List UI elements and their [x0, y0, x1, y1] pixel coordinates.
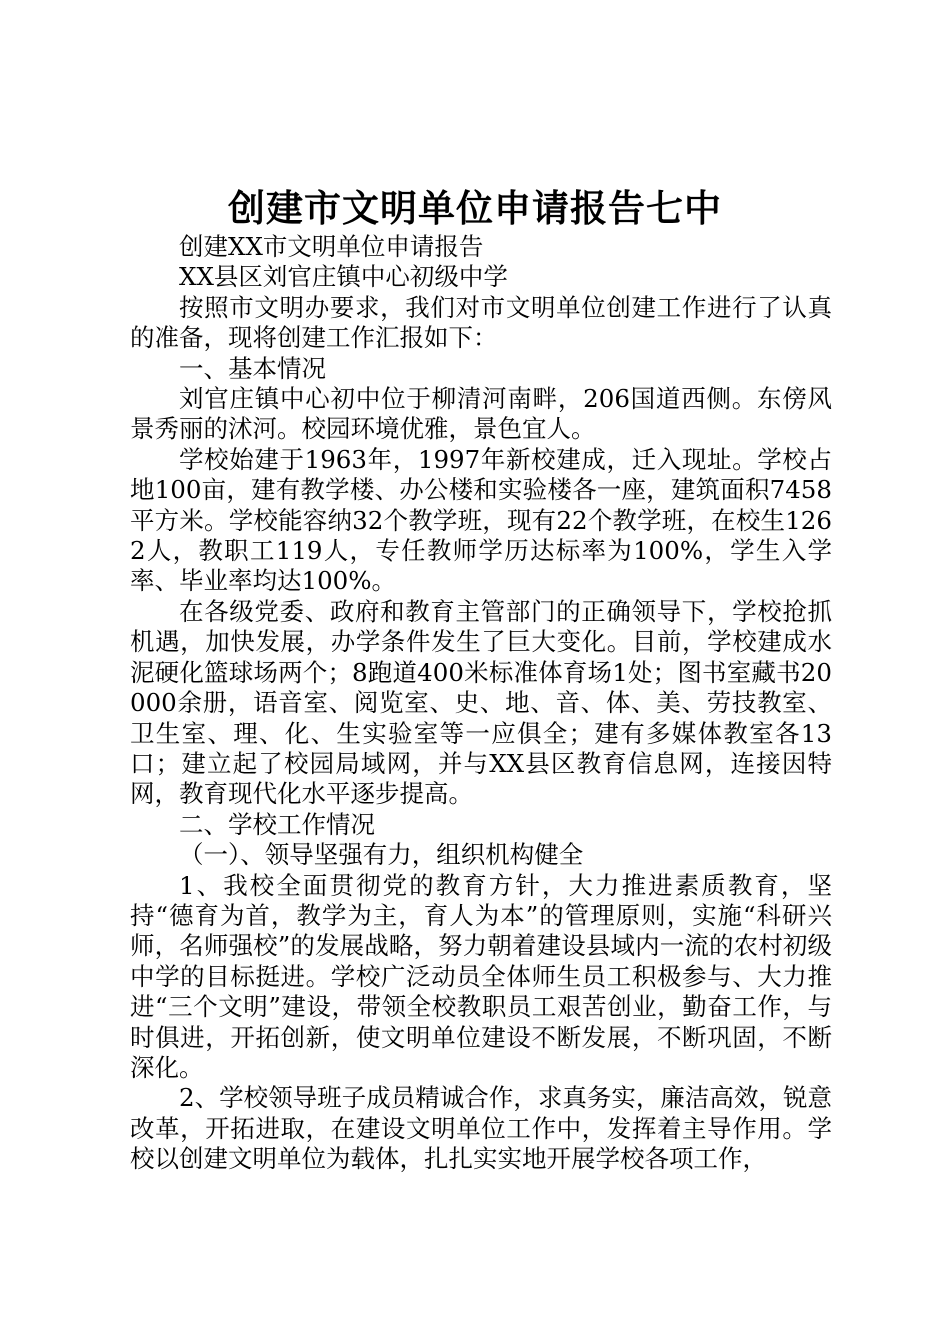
body-paragraph: 在各级党委、政府和教育主管部门的正确领导下，学校抢抓机遇，加快发展，办学条件发生了巨大变化。目前，学校建成水泥硬化篮球场两个；8跑道400米标准体育场1处；图书室藏书20000余册，语音室、阅览室、史、地、音、体、美、劳技教室、卫生室、理、化、生实验室等一应俱全；建有多媒体教室各13口；建立起了校园局域网，并与XX县区教育信息网，连接因特网，教育现代化水平逐步提高。	[130, 596, 832, 809]
section-heading-basic-info: 一、基本情况	[179, 353, 326, 383]
document-title: 创建市文明单位申请报告七中	[228, 186, 722, 230]
body-paragraph: 2、学校领导班子成员精诚合作，求真务实，廉洁高效，锐意改革，开拓进取，在建设文明单位工作中，发挥着主导作用。学校以创建文明单位为载体，扎扎实实地开展学校各项工作，	[130, 1083, 832, 1174]
subsection-heading-leadership: （一）、领导坚强有力，组织机构健全	[179, 840, 584, 870]
intro-paragraph: 按照市文明办要求，我们对市文明单位创建工作进行了认真的准备，现将创建工作汇报如下：	[130, 292, 832, 353]
subtitle-report-name: 创建XX市文明单位申请报告	[179, 232, 484, 261]
body-paragraph: 学校始建于1963年，1997年新校建成，迁入现址。学校占地100亩，建有教学楼、办公楼和实验楼各一座，建筑面积7458平方米。学校能容纳32个教学班，现有22个教学班，在校生1262人，教职工119人，专任教师学历达标率为100%，学生入学率、毕业率均达100%。	[130, 444, 832, 596]
subtitle-school-name: XX县区刘官庄镇中心初级中学	[179, 262, 508, 292]
body-paragraph: 刘官庄镇中心初中位于柳清河南畔，206国道西侧。东傍风景秀丽的沭河。校园环境优雅，景色宜人。	[130, 384, 832, 444]
body-paragraph: 1、我校全面贯彻党的教育方针，大力推进素质教育，坚持“德育为首，教学为主，育人为本”的管理原则，实施“科研兴师，名师强校”的发展战略，努力朝着建设县域内一流的农村初级中学的目标挺进。学校广泛动员全体师生员工积极参与、大力推进“三个文明”建设，带领全校教职员工艰苦创业，勤奋工作，与时俱进，开拓创新，使文明单位建设不断发展，不断巩固，不断深化。	[130, 870, 832, 1082]
section-heading-school-work: 二、学校工作情况	[179, 809, 375, 839]
document-body	[130, 232, 832, 1175]
